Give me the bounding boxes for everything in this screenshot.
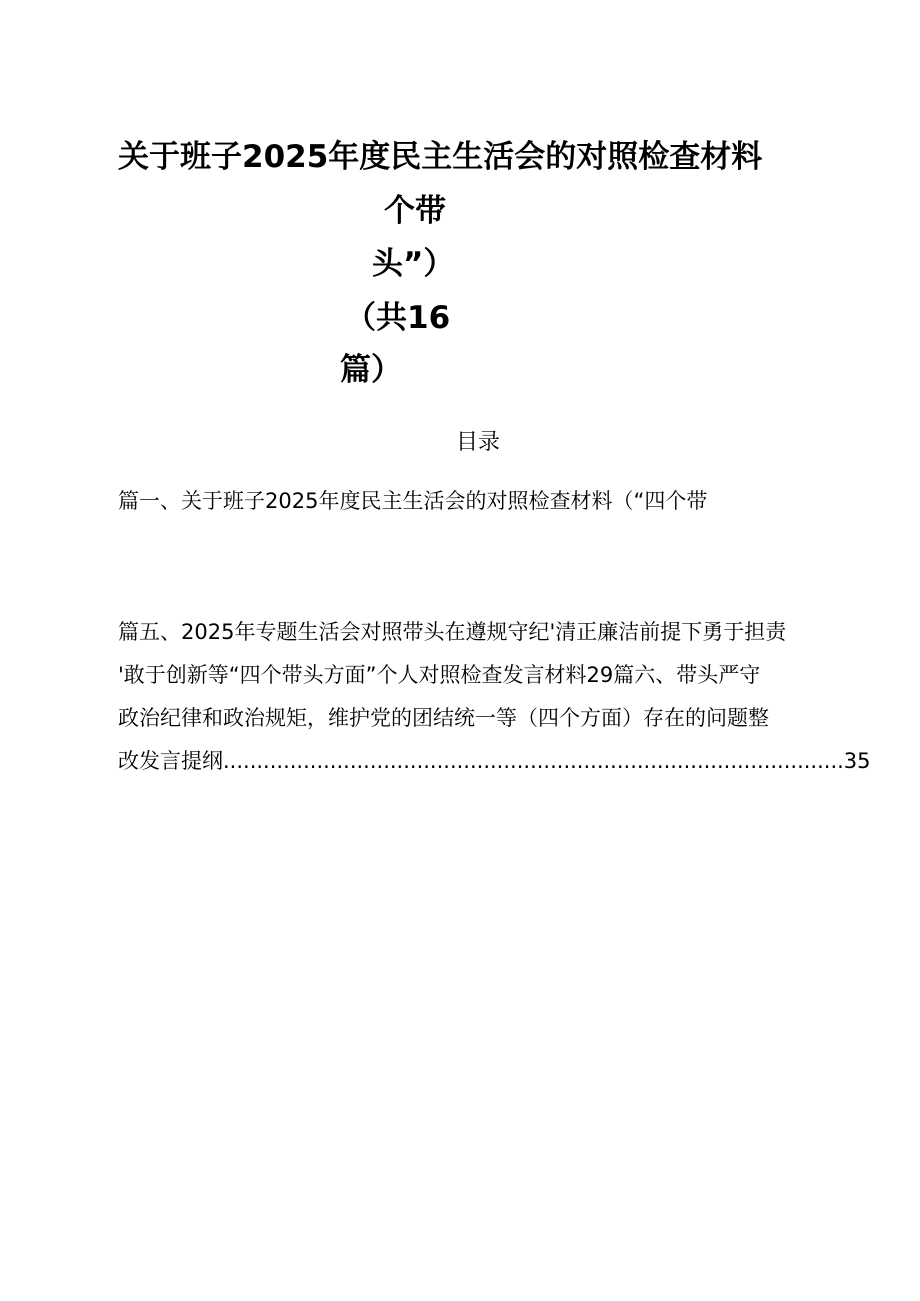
toc-entry-2-line-2[interactable]: '敢于创新等“四个带头方面”个人对照检查发言材料29篇六、带头严守	[118, 663, 761, 687]
document-title-line-4: （共16	[345, 300, 451, 336]
document-title-line-1: 关于班子2025年度民主生活会的对照检查材料	[118, 139, 763, 175]
document-title-line-3: 头”）	[372, 246, 455, 282]
document-title-line-2: 个带	[384, 193, 446, 229]
toc-heading: 目录	[456, 430, 501, 455]
toc-entry-2-line-3[interactable]: 政治纪律和政治规矩，维护党的团结统一等（四个方面）存在的问题整	[118, 706, 769, 730]
toc-entry-2-line-4[interactable]: 改发言提纲.............................................................................................35	[118, 749, 871, 773]
toc-entry-2-line-1[interactable]: 篇五、2025年专题生活会对照带头在遵规守纪'清正廉洁前提下勇于担责	[118, 620, 787, 644]
document-title-line-5: 篇）	[340, 352, 402, 388]
toc-entry-1[interactable]: 篇一、关于班子2025年度民主生活会的对照检查材料（“四个带	[118, 489, 708, 513]
